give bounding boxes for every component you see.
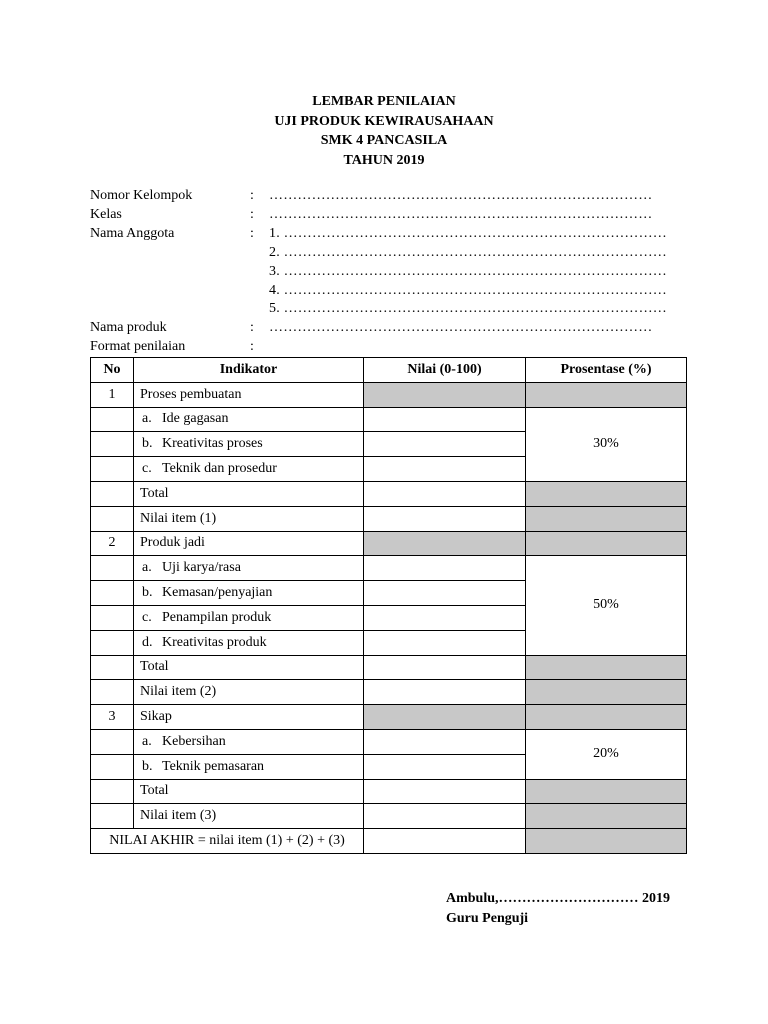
score-cell[interactable] <box>364 630 526 655</box>
score-cell[interactable] <box>364 655 526 680</box>
item-label: Teknik pemasaran <box>162 758 265 774</box>
indicator-item <box>134 605 364 630</box>
form-colon: : <box>250 339 254 354</box>
shaded-cell <box>526 829 687 854</box>
score-cell[interactable] <box>364 457 526 482</box>
form-label: Nomor Kelompok <box>90 188 193 203</box>
item-label: Teknik dan prosedur <box>162 461 277 477</box>
title-line-4: TAHUN 2019 <box>343 152 425 168</box>
member-line-5: 5. ……………………………………………………………………… <box>269 301 667 316</box>
score-cell[interactable] <box>364 680 526 705</box>
signature-role: Guru Penguji <box>446 910 529 926</box>
score-cell[interactable] <box>364 779 526 804</box>
total-row <box>91 655 687 680</box>
item-score-row <box>91 680 687 705</box>
score-cell[interactable] <box>364 556 526 581</box>
indicator-item <box>134 630 364 655</box>
item-marker: d. <box>142 634 153 650</box>
form-colon: : <box>250 320 254 335</box>
indicator-item <box>134 432 364 457</box>
item-marker: b. <box>142 758 153 774</box>
shaded-cell <box>526 531 687 556</box>
item-marker: c. <box>142 461 152 477</box>
shaded-cell <box>526 506 687 531</box>
signature-place-date: Ambulu,………………………… 2019 <box>446 891 671 906</box>
shaded-cell <box>364 705 526 730</box>
indicator-item <box>134 457 364 482</box>
header-indikator: Indikator <box>134 358 364 383</box>
form-colon: : <box>250 226 254 241</box>
form-label: Kelas <box>90 207 122 222</box>
shaded-cell <box>526 382 687 407</box>
score-cell[interactable] <box>364 432 526 457</box>
member-line-2: 2. ……………………………………………………………………… <box>269 245 667 260</box>
item-label: Kemasan/penyajian <box>162 585 273 601</box>
final-score-row <box>91 829 687 854</box>
form-blank-field: ……………………………………………………………………… <box>269 207 653 222</box>
item-marker: b. <box>142 585 153 601</box>
item-score-label: Nilai item (3) <box>134 804 364 829</box>
item-marker: b. <box>142 436 153 452</box>
score-cell[interactable] <box>364 581 526 606</box>
indicator-item <box>134 729 364 754</box>
section-title: Proses pembuatan <box>134 382 364 407</box>
header-nilai: Nilai (0-100) <box>364 358 526 383</box>
item-score-label: Nilai item (2) <box>134 680 364 705</box>
total-label: Total <box>134 481 364 506</box>
total-label: Total <box>134 779 364 804</box>
indicator-item <box>134 556 364 581</box>
member-line-3: 3. ……………………………………………………………………… <box>269 264 667 279</box>
section-number: 2 <box>91 531 134 556</box>
score-cell[interactable] <box>364 481 526 506</box>
score-cell[interactable] <box>364 829 526 854</box>
score-cell[interactable] <box>364 729 526 754</box>
total-row <box>91 779 687 804</box>
score-cell[interactable] <box>364 506 526 531</box>
form-blank-field: ……………………………………………………………………… <box>269 320 653 335</box>
indicator-item <box>134 581 364 606</box>
item-marker: c. <box>142 609 152 625</box>
item-score-row <box>91 804 687 829</box>
section-title: Produk jadi <box>134 531 364 556</box>
percentage-cell: 20% <box>526 729 687 779</box>
item-score-row <box>91 506 687 531</box>
form-label: Format penilaian <box>90 339 186 354</box>
item-marker: a. <box>142 411 152 427</box>
table-row <box>91 729 687 754</box>
total-label: Total <box>134 655 364 680</box>
total-row <box>91 481 687 506</box>
section-row <box>91 531 687 556</box>
item-marker: a. <box>142 560 152 576</box>
document-title-block <box>0 92 768 170</box>
percentage-cell: 30% <box>526 407 687 481</box>
shaded-cell <box>526 481 687 506</box>
table-row <box>91 407 687 432</box>
section-row <box>91 382 687 407</box>
header-prosentase: Prosentase (%) <box>526 358 687 383</box>
form-blank-field: ……………………………………………………………………… <box>269 188 653 203</box>
item-label: Penampilan produk <box>162 609 272 625</box>
item-label: Kebersihan <box>162 733 226 749</box>
title-line-1: LEMBAR PENILAIAN <box>312 94 456 109</box>
header-no: No <box>91 358 134 383</box>
form-colon: : <box>250 188 254 203</box>
title-line-3: SMK 4 PANCASILA <box>320 133 448 148</box>
percentage-cell: 50% <box>526 556 687 655</box>
indicator-item <box>134 407 364 432</box>
shaded-cell <box>364 382 526 407</box>
table-header-row <box>91 358 687 383</box>
table-row <box>91 556 687 581</box>
shaded-cell <box>526 705 687 730</box>
section-title: Sikap <box>134 705 364 730</box>
form-colon: : <box>250 207 254 222</box>
item-label: Uji karya/rasa <box>162 560 241 576</box>
item-label: Kreativitas proses <box>162 436 263 452</box>
section-number: 3 <box>91 705 134 730</box>
assessment-table <box>90 357 687 854</box>
signature-block <box>446 889 670 928</box>
member-line-1: 1. ……………………………………………………………………… <box>269 226 667 241</box>
final-score-label: NILAI AKHIR = nilai item (1) + (2) + (3) <box>91 829 364 854</box>
shaded-cell <box>526 804 687 829</box>
item-marker: a. <box>142 733 152 749</box>
form-label: Nama produk <box>90 320 167 335</box>
member-line-4: 4. ……………………………………………………………………… <box>269 283 667 298</box>
shaded-cell <box>526 779 687 804</box>
shaded-cell <box>526 655 687 680</box>
score-cell[interactable] <box>364 407 526 432</box>
indicator-item <box>134 754 364 779</box>
section-row <box>91 705 687 730</box>
score-cell[interactable] <box>364 605 526 630</box>
form-label: Nama Anggota <box>90 226 175 241</box>
score-cell[interactable] <box>364 804 526 829</box>
score-cell[interactable] <box>364 754 526 779</box>
item-label: Kreativitas produk <box>162 634 267 650</box>
shaded-cell <box>526 680 687 705</box>
item-label: Ide gagasan <box>162 411 229 427</box>
shaded-cell <box>364 531 526 556</box>
section-number: 1 <box>91 382 134 407</box>
item-score-label: Nilai item (1) <box>134 506 364 531</box>
title-line-2: UJI PRODUK KEWIRAUSAHAAN <box>274 113 494 129</box>
